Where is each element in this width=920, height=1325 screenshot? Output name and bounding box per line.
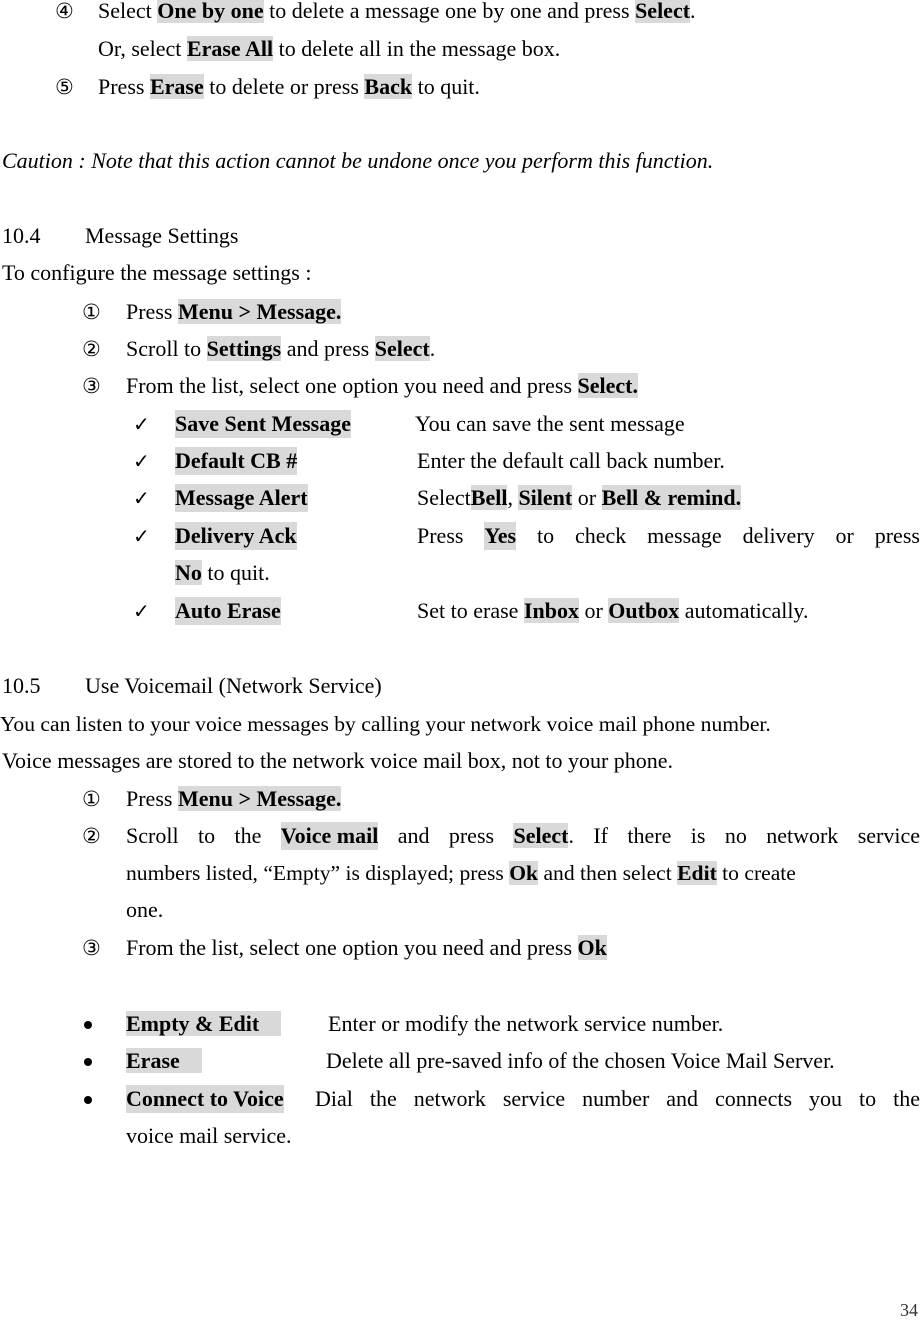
step-line: Press Menu > Message. (126, 786, 342, 811)
step-number: ⑤ (55, 75, 74, 99)
paragraph: You can listen to your voice messages by calling your network voice mail phone number. (0, 712, 771, 736)
step5-line: Press Erase to delete or press Back to quit. (98, 74, 480, 99)
check-icon: ✓ (133, 524, 150, 548)
step-number: ③ (82, 936, 101, 960)
keyword: Erase All (186, 36, 274, 61)
step-number: ② (82, 824, 101, 848)
keyword: Outbox (608, 598, 680, 623)
keyword: Ok (509, 861, 539, 885)
check-icon: ✓ (133, 486, 150, 510)
step-line: From the list, select one option you need and press Select. (126, 373, 638, 398)
step4-line2: Or, select Erase All to delete all in the message box. (98, 36, 561, 61)
caution-note: Caution : Note that this action cannot be undone once you perform this function. (2, 148, 714, 173)
bullet-desc-cont: voice mail service. (126, 1123, 292, 1148)
bullet-icon (84, 1096, 92, 1104)
paragraph: Voice messages are stored to the network voice mail box, not to your phone. (2, 748, 674, 773)
keyword: Select (374, 336, 430, 361)
keyword: Back (364, 74, 413, 99)
keyword: Settings (206, 336, 282, 361)
keyword: No (175, 560, 202, 585)
step-line: Scroll to Settings and press Select. (126, 336, 436, 361)
bullet-icon (84, 1058, 92, 1066)
keyword: Erase (149, 74, 204, 99)
bullet-icon (84, 1021, 92, 1029)
keyword: Voice mail (280, 823, 379, 848)
keyword: Bell (470, 485, 508, 510)
option-label: Default CB # (175, 448, 298, 473)
check-icon: ✓ (133, 449, 150, 473)
keyword: Select (635, 0, 691, 23)
option-label: Delivery Ack (175, 523, 297, 548)
option-desc: Enter the default call back number. (417, 448, 725, 473)
step-line-cont: one. (126, 897, 164, 922)
step-number: ① (82, 300, 101, 324)
option-label: Auto Erase (175, 598, 281, 623)
bullet-desc: Enter or modify the network service number. (328, 1011, 724, 1036)
option-desc-cont: No to quit. (175, 560, 270, 585)
check-icon: ✓ (133, 599, 150, 623)
option-desc: Set to erase Inbox or Outbox automatically. (417, 598, 809, 623)
step-number: ③ (82, 374, 101, 398)
section-intro: To configure the message settings : (2, 260, 312, 285)
keyword: Yes (484, 523, 517, 548)
bullet-desc: Delete all pre-saved info of the chosen Voice Mail Server. (326, 1048, 835, 1073)
step-number: ① (82, 787, 101, 811)
keyword: Bell & remind. (601, 485, 742, 510)
keyword: Select (513, 823, 569, 848)
keyword: Menu > Message. (177, 786, 342, 811)
keyword: Select. (577, 373, 638, 398)
option-desc: Press Yes to check message delivery or press (417, 523, 920, 548)
section-title: Use Voicemail (Network Service) (85, 673, 382, 698)
step-number: ② (82, 337, 101, 361)
keyword: Menu > Message. (177, 299, 342, 324)
step-number: ④ (55, 0, 74, 23)
keyword: Ok (577, 935, 607, 960)
step-line: Scroll to the Voice mail and press Select. If there is no network service (126, 823, 920, 848)
bullet-label: Connect to Voice (126, 1086, 284, 1111)
bullet-label: Erase (126, 1047, 202, 1075)
check-icon: ✓ (133, 412, 150, 436)
bullet-desc: Dial the network service number and connects you to the (315, 1086, 920, 1111)
page-number: 34 (900, 1300, 918, 1320)
step4-line1: Select One by one to delete a message one by one and press Select. (98, 0, 696, 23)
bullet-label: Empty & Edit (126, 1010, 281, 1038)
keyword: Silent (518, 485, 573, 510)
keyword: One by one (157, 0, 264, 23)
option-desc: You can save the sent message (415, 411, 685, 436)
section-number: 10.4 (2, 223, 41, 248)
option-desc: SelectBell, Silent or Bell & remind. (417, 485, 742, 510)
option-label: Save Sent Message (175, 411, 351, 436)
keyword: Edit (677, 861, 717, 885)
keyword: Inbox (523, 598, 579, 623)
step-line: From the list, select one option you need and press Ok (126, 935, 607, 960)
option-label: Message Alert (175, 485, 308, 510)
section-title: Message Settings (85, 223, 239, 248)
step-line: Press Menu > Message. (126, 299, 342, 324)
step-line-cont: numbers listed, “Empty” is displayed; press Ok and then select Edit to create (126, 861, 796, 885)
section-number: 10.5 (2, 673, 41, 698)
